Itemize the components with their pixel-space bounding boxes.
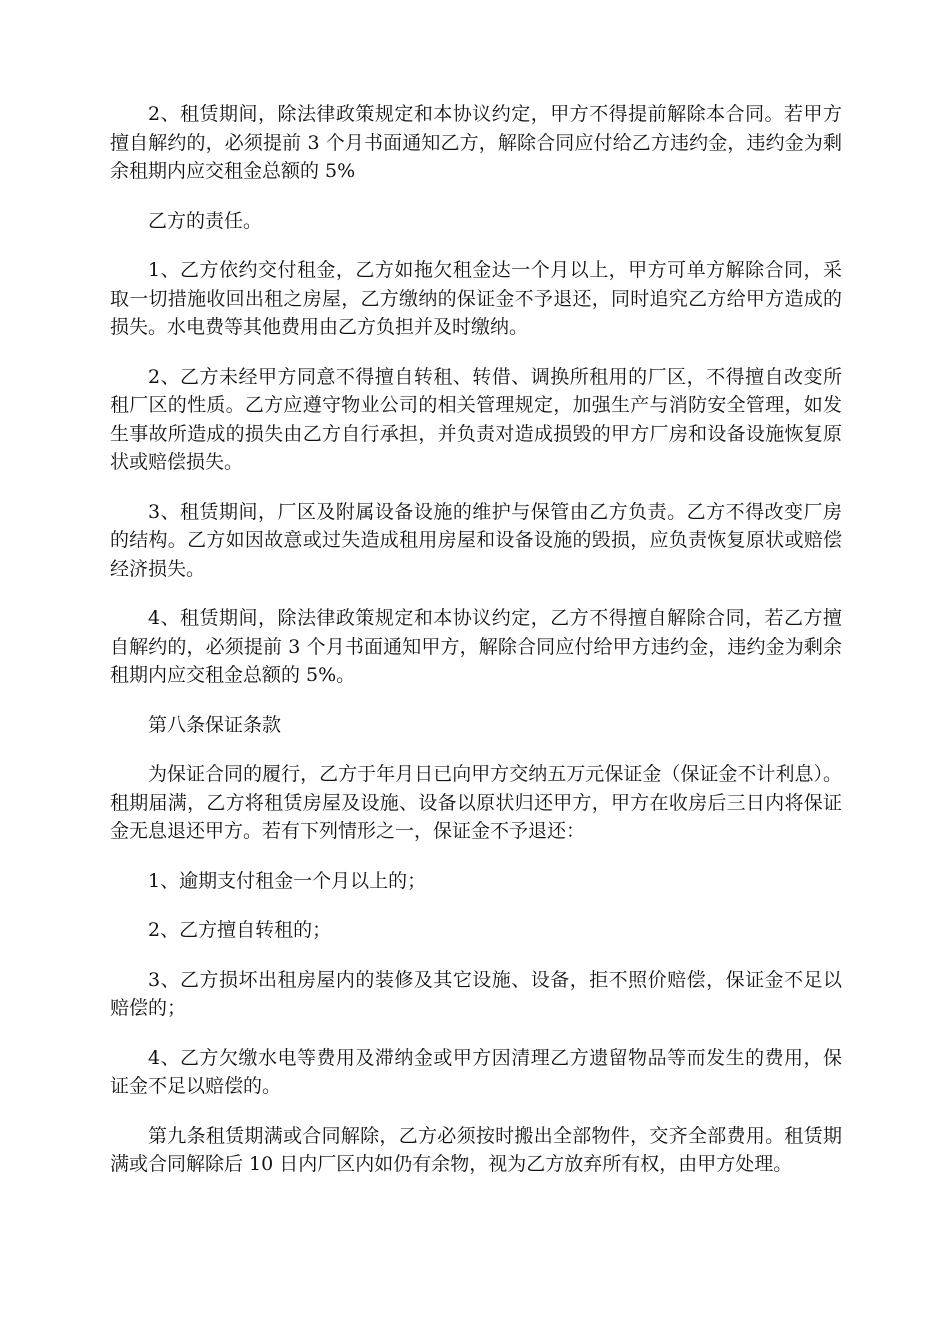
list-item-unauthorized-sublease: 2、乙方擅自转租的； [148,919,332,941]
list-item-unpaid-fees: 4、乙方欠缴水电等费用及滞纳金或甲方因清理乙方遗留物品等而发生的费用，保证金不足以赔偿的。 [110,1046,842,1097]
paragraph-lessee-early-termination: 4、租赁期间，除法律政策规定和本协议约定，乙方不得擅自解除合同，若乙方擅自解约的，必须提前 3 个月书面通知甲方，解除合同应付给甲方违约金，违约金为剩余租期内应交租金总额的 5%。 [110,607,842,686]
heading-article-8-deposit: 第八条保证条款 [148,713,282,736]
paragraph-no-sublease: 2、乙方未经甲方同意不得擅自转租、转借、调换所租用的厂区，不得擅自改变所租厂区的性质。乙方应遵守物业公司的相关管理规定，加强生产与消防安全管理，如发生事故所造成的损失由乙方自行承担，并负责对造成损毁的甲方厂房和设备设施恢复原状或赔偿损失。 [110,365,842,473]
paragraph-article-9-move-out: 第九条租赁期满或合同解除，乙方必须按时搬出全部物件，交齐全部费用。租赁期满或合同解除后 10 日内厂区内如仍有余物，视为乙方放弃所有权，由甲方处理。 [110,1124,842,1175]
paragraph-lessor-early-termination: 2、租赁期间，除法律政策规定和本协议约定，甲方不得提前解除本合同。若甲方擅自解约的，必须提前 3 个月书面通知乙方，解除合同应付给乙方违约金，违约金为剩余租期内应交租金总额的 5% [110,103,842,182]
paragraph-deposit-terms: 为保证合同的履行，乙方于年月日已向甲方交纳五万元保证金（保证金不计利息）。租期届满，乙方将租赁房屋及设施、设备以原状归还甲方，甲方在收房后三日内将保证金无息退还甲方。若有下列情形之一，保证金不予退还： [110,763,842,842]
list-item-damage: 3、乙方损坏出租房屋内的装修及其它设施、设备，拒不照价赔偿，保证金不足以赔偿的； [110,968,842,1019]
document-page [110,100,842,1200]
paragraph-rent-payment: 1、乙方依约交付租金，乙方如拖欠租金达一个月以上，甲方可单方解除合同，采取一切措施收回出租之房屋，乙方缴纳的保证金不予退还，同时追究乙方给甲方造成的损失。水电费等其他费用由乙方负担并及时缴纳。 [110,259,842,338]
paragraph-maintenance: 3、租赁期间，厂区及附属设备设施的维护与保管由乙方负责。乙方不得改变厂房的结构。乙方如因故意或过失造成租用房屋和设备设施的毁损，应负责恢复原状或赔偿经济损失。 [110,500,842,580]
list-item-overdue-rent: 1、逾期支付租金一个月以上的； [148,869,427,892]
heading-lessee-responsibility: 乙方的责任。 [148,209,263,232]
